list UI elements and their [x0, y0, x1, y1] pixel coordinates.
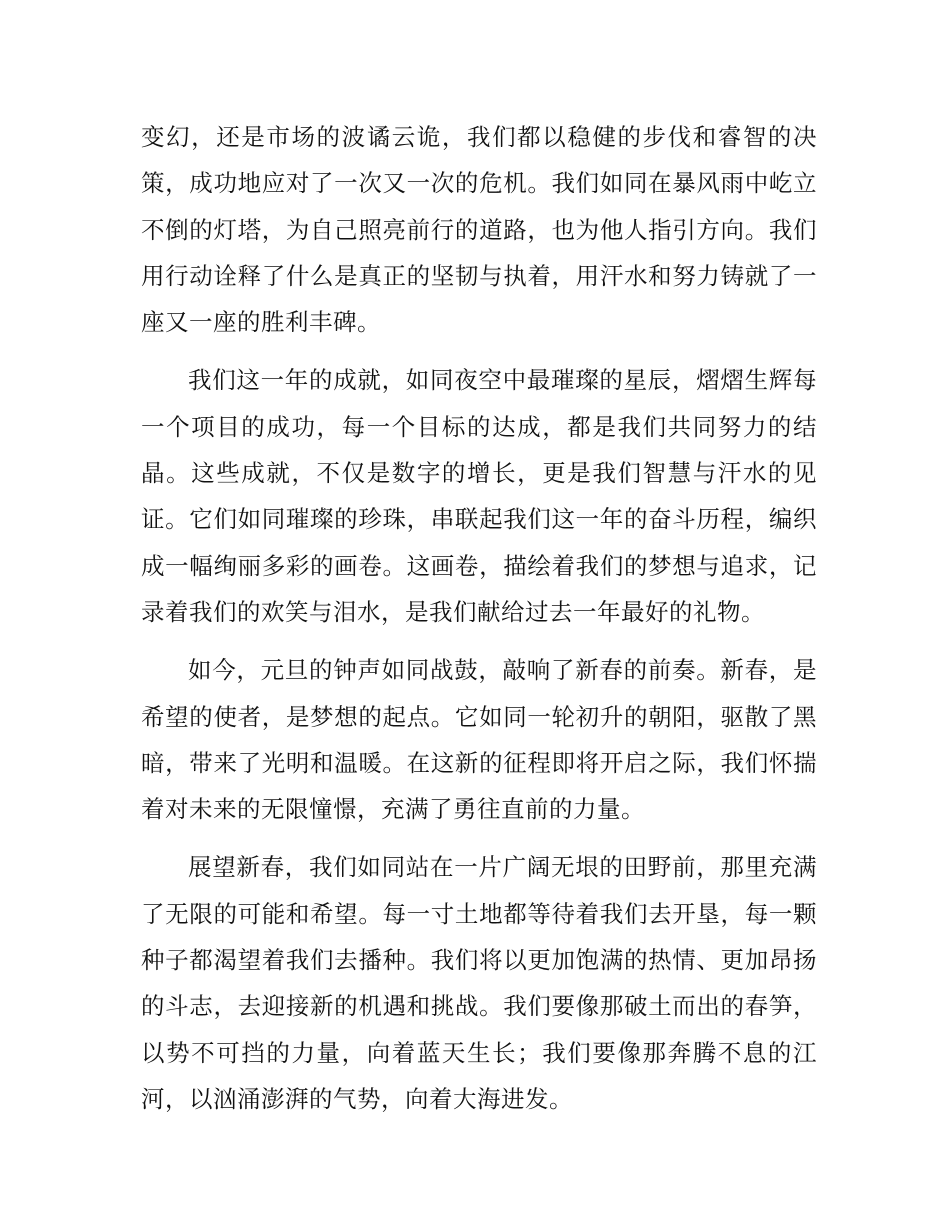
paragraph-1: 变幻，还是市场的波谲云诡，我们都以稳健的步伐和睿智的决策，成功地应对了一次又一次的危机。我们如同在暴风雨中屹立不倒的灯塔，为自己照亮前行的道路，也为他人指引方向。我们用行动诠释了什么是真正的坚韧与执着，用汗水和努力铸就了一座又一座的胜利丰碑。 — [141, 123, 817, 337]
document-body — [141, 114, 817, 1134]
paragraph-3: 如今，元旦的钟声如同战鼓，敲响了新春的前奏。新春，是希望的使者，是梦想的起点。它如同一轮初升的朝阳，驱散了黑暗，带来了光明和温暖。在这新的征程即将开启之际，我们怀揣着对未来的无限憧憬，充满了勇往直前的力量。 — [141, 656, 817, 824]
paragraph-4: 展望新春，我们如同站在一片广阔无垠的田野前，那里充满了无限的可能和希望。每一寸土地都等待着我们去开垦，每一颗种子都渴望着我们去播种。我们将以更加饱满的热情、更加昂扬的斗志，去迎接新的机遇和挑战。我们要像那破土而出的春笋，以势不可挡的力量，向着蓝天生长；我们要像那奔腾不息的江河，以汹涌澎湃的气势，向着大海进发。 — [141, 853, 817, 1113]
paragraph-2: 我们这一年的成就，如同夜空中最璀璨的星辰，熠熠生辉每一个项目的成功，每一个目标的达成，都是我们共同努力的结晶。这些成就，不仅是数字的增长，更是我们智慧与汗水的见证。它们如同璀璨的珍珠，串联起我们这一年的奋斗历程，编织成一幅绚丽多彩的画卷。这画卷，描绘着我们的梦想与追求，记录着我们的欢笑与泪水，是我们献给过去一年最好的礼物。 — [141, 366, 817, 626]
